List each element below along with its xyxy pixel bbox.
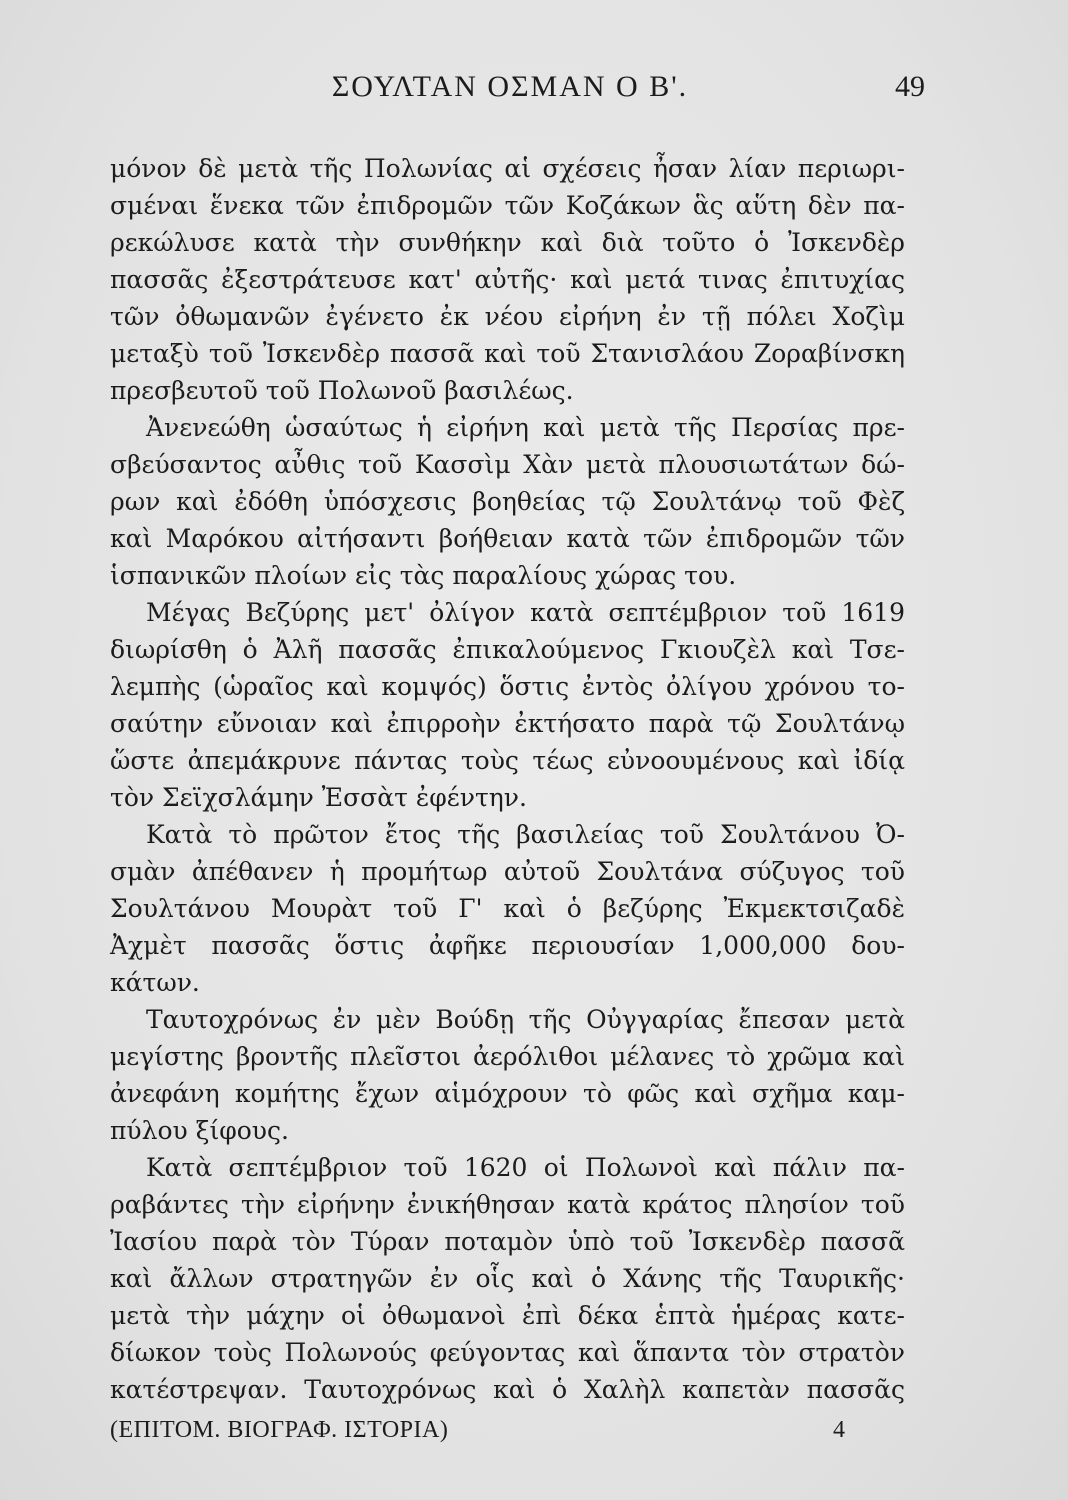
text-line: ραβάντες τὴν εἰρήνην ἐνικήθησαν κατὰ κράτος πλησίον τοῦ [110,1190,905,1219]
text-line: κάτων. [110,968,200,997]
text-line: μετὰ τὴν μάχην οἱ ὀθωμανοὶ ἐπὶ δέκα ἑπτὰ ἡμέρας κατε- [110,1301,905,1330]
signature-label: (ΕΠΙΤΟΜ. ΒΙΟΓΡΑΦ. ΙΣΤΟΡΙΑ) [110,1417,449,1443]
text-line: καὶ ἄλλων στρατηγῶν ἐν οἷς καὶ ὁ Χάνης τῆς Ταυρικῆς· [110,1264,905,1293]
text-line: μόνον δὲ μετὰ τῆς Πολωνίας αἱ σχέσεις ἦσαν λίαν περιωρι- [110,154,905,183]
text-line: ἱσπανικῶν πλοίων εἰς τὰς παραλίους χώρας του. [110,561,737,590]
text-line: μεγίστης βροντῆς πλεῖστοι ἀερόλιθοι μέλανες τὸ χρῶμα καὶ [110,1042,905,1071]
text-line: πασσᾶς ἐξεστράτευσε κατ' αὐτῆς· καὶ μετά τινας ἐπιτυχίας [110,265,905,294]
running-title: ΣΟΥΛΤΑΝ ΟΣΜΑΝ Ο Β'. [331,70,689,103]
text-line: Μέγας Βεζύρης μετ' ὀλίγον κατὰ σεπτέμβριον τοῦ 1619 [146,598,905,627]
running-head [110,68,925,108]
signature-number: 4 [833,1417,845,1443]
text-line: Ἰασίου παρὰ τὸν Τύραν ποταμὸν ὑπὸ τοῦ Ἰσκενδὲρ πασσᾶ [110,1227,905,1256]
text-line: Ταυτοχρόνως ἐν μὲν Βούδῃ τῆς Οὐγγαρίας ἔπεσαν μετὰ [146,1005,905,1034]
text-line: σβεύσαντος αὖθις τοῦ Κασσὶμ Χὰν μετὰ πλουσιωτάτων δώ- [110,450,905,479]
text-line: σαύτην εὔνοιαν καὶ ἐπιρροὴν ἐκτήσατο παρὰ τῷ Σουλτάνῳ [110,709,905,738]
text-line: τῶν ὀθωμανῶν ἐγένετο ἐκ νέου εἰρήνη ἐν τῇ πόλει Χοζὶμ [110,302,905,331]
text-line: Ἀχμὲτ πασσᾶς ὅστις ἀφῆκε περιουσίαν 1,000,000 δου- [110,931,905,960]
text-line: Σουλτάνου Μουρὰτ τοῦ Γ' καὶ ὁ βεζύρης Ἐκμεκτσιζαδὲ [110,894,905,923]
text-line: ὥστε ἀπεμάκρυνε πάντας τοὺς τέως εὐνοουμένους καὶ ἰδίᾳ [110,746,905,775]
text-line: τὸν Σεϊχσλάμην Ἐσσὰτ ἐφέντην. [110,783,527,812]
text-line: Κατὰ τὸ πρῶτον ἔτος τῆς βασιλείας τοῦ Σουλτάνου Ὀ- [146,820,905,849]
text-line: καὶ Μαρόκου αἰτήσαντι βοήθειαν κατὰ τῶν ἐπιδρομῶν τῶν [110,524,905,553]
text-line: Ἀνενεώθη ὡσαύτως ἡ εἰρήνη καὶ μετὰ τῆς Περσίας πρε- [146,413,905,442]
text-line: πύλου ξίφους. [110,1116,289,1145]
text-line: μεταξὺ τοῦ Ἰσκενδὲρ πασσᾶ καὶ τοῦ Στανισλάου Ζοραβίνσκη [110,339,905,368]
text-line: δίωκον τοὺς Πολωνούς φεύγοντας καὶ ἅπαντα τὸν στρατὸν [110,1338,905,1367]
text-line: ρεκώλυσε κατὰ τὴν συνθήκην καὶ διὰ τοῦτο ὁ Ἰσκενδὲρ [110,228,905,257]
page-number: 49 [895,70,925,103]
text-line: κατέστρεψαν. Ταυτοχρόνως καὶ ὁ Χαλὴλ καπετὰν πασσᾶς [110,1375,905,1404]
text-line: Κατὰ σεπτέμβριον τοῦ 1620 οἱ Πολωνοὶ καὶ πάλιν πα- [146,1153,905,1182]
text-line: λεμπὴς (ὡραῖος καὶ κομψός) ὅστις ἐντὸς ὀλίγου χρόνου το- [110,672,905,701]
text-line: ρων καὶ ἐδόθη ὑπόσχεσις βοηθείας τῷ Σουλτάνῳ τοῦ Φὲζ [110,487,905,516]
text-line: διωρίσθη ὁ Ἀλῆ πασσᾶς ἐπικαλούμενος Γκιουζὲλ καὶ Τσε- [110,635,905,664]
footer [110,1417,910,1453]
text-line: ἀνεφάνη κομήτης ἔχων αἱμόχρουν τὸ φῶς καὶ σχῆμα καμ- [110,1079,905,1108]
text-line: σμὰν ἀπέθανεν ἡ προμήτωρ αὐτοῦ Σουλτάνα σύζυγος τοῦ [110,857,905,886]
text-line: σμέναι ἕνεκα τῶν ἐπιδρομῶν τῶν Κοζάκων ἃς αὕτη δὲν πα- [110,191,905,220]
body-text [110,150,905,1408]
text-line: πρεσβευτοῦ τοῦ Πολωνοῦ βασιλέως. [110,376,574,405]
